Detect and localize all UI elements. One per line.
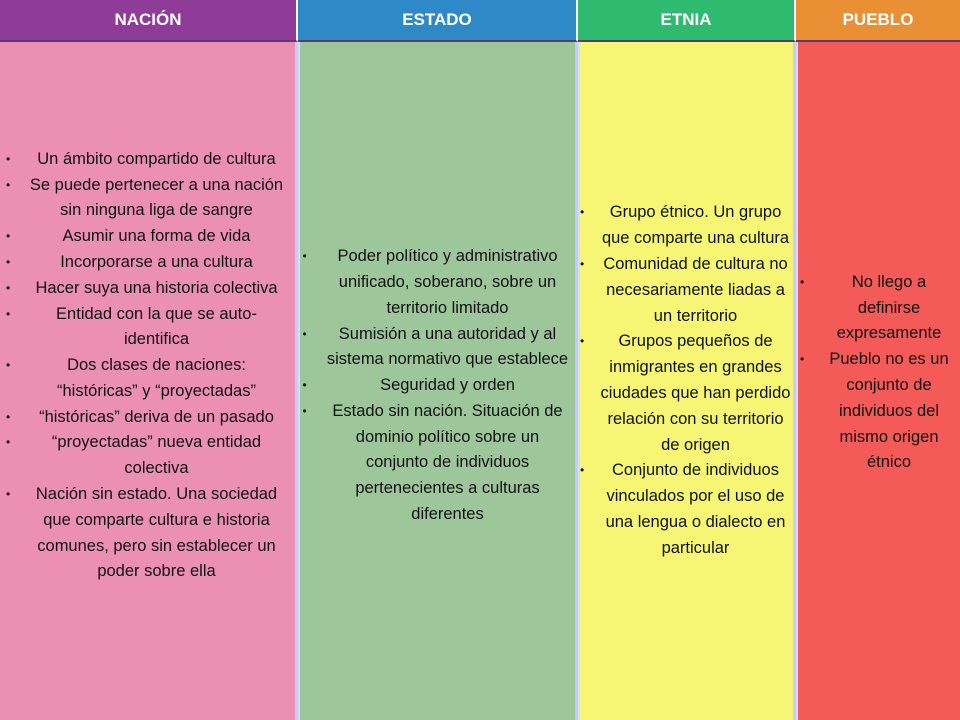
list-item	[8, 173, 287, 225]
header-estado: ESTADO	[298, 0, 578, 42]
list-item-text: Seguridad y orden	[380, 376, 515, 395]
bullet-icon: •	[302, 403, 307, 418]
list-item	[8, 405, 287, 431]
list-item	[582, 200, 791, 252]
list-item-text: Hacer suya una historia colectiva	[35, 278, 278, 297]
list-item	[8, 302, 287, 354]
list-item	[302, 373, 573, 399]
list-item-text: Un ámbito compartido de cultura	[37, 149, 276, 168]
bullet-icon: •	[6, 409, 11, 424]
list-item-text: Nación sin estado. Una sociedad que comparte cultura e historia comunes, pero sin establecer un poder sobre ella	[35, 485, 278, 581]
bullet-icon: •	[6, 358, 11, 373]
list-item-text: Sumisión a una autoridad y al sistema normativo que establece	[326, 324, 569, 369]
bullet-icon: •	[6, 254, 11, 269]
list-item-text: Grupo étnico. Un grupo que comparte una cultura	[601, 203, 790, 248]
body-pueblo	[796, 42, 960, 720]
list-item	[582, 252, 791, 329]
body-etnia	[578, 42, 796, 720]
list-item-text: Incorporarse a una cultura	[60, 252, 253, 271]
bullet-icon: •	[580, 205, 585, 220]
bullet-icon: •	[302, 249, 307, 264]
list-item	[802, 347, 958, 476]
bullet-icon: •	[580, 257, 585, 272]
list-item-text: Conjunto de individuos vinculados por el uso de una lengua o dialecto en particular	[605, 461, 786, 557]
list-item-text: Entidad con la que se auto-identifica	[56, 304, 257, 349]
list-item-text: Se puede pertenecer a una nación sin ninguna liga de sangre	[29, 175, 284, 220]
column-etnia	[578, 0, 796, 720]
bullet-icon: •	[6, 280, 11, 295]
list-item-text: No llego a definirse expresamente	[836, 272, 942, 343]
bullet-icon: •	[580, 463, 585, 478]
list-item	[582, 329, 791, 458]
header-pueblo: PUEBLO	[796, 0, 960, 42]
list-etnia	[582, 200, 791, 561]
bullet-icon: •	[6, 177, 11, 192]
column-pueblo	[796, 0, 960, 720]
list-item-text: “históricas” deriva de un pasado	[39, 407, 274, 426]
column-nacion	[0, 0, 298, 720]
list-item	[8, 276, 287, 302]
list-item	[302, 244, 573, 321]
list-item-text: Poder político y administrativo unificado, soberano, sobre un territorio limitado	[337, 247, 558, 317]
bullet-icon: •	[6, 487, 11, 502]
header-etnia: ETNIA	[578, 0, 796, 42]
list-item	[802, 270, 958, 347]
bullet-icon: •	[302, 378, 307, 393]
column-estado	[298, 0, 578, 720]
bullet-icon: •	[6, 229, 11, 244]
header-nacion: NACIÓN	[0, 0, 298, 42]
bullet-icon: •	[6, 151, 11, 166]
bullet-icon: •	[6, 306, 11, 321]
list-estado	[302, 244, 573, 528]
list-item-text: Pueblo no es un conjunto de individuos del mismo origen étnico	[829, 350, 949, 472]
list-item	[8, 250, 287, 276]
bullet-icon: •	[800, 274, 805, 289]
list-item-text: Asumir una forma de vida	[62, 227, 251, 246]
list-item	[8, 224, 287, 250]
bullet-icon: •	[800, 352, 805, 367]
list-item	[8, 147, 287, 173]
list-item-text: Comunidad de cultura no necesariamente liadas a un territorio	[603, 255, 788, 325]
list-item-text: Dos clases de naciones: “históricas” y “proyectadas”	[57, 356, 256, 400]
list-item	[8, 430, 287, 482]
list-item-text: Estado sin nación. Situación de dominio político sobre un conjunto de individuos pertenecientes a culturas diferentes	[332, 401, 563, 524]
bullet-icon: •	[302, 326, 307, 341]
body-estado	[298, 42, 578, 720]
list-item	[8, 482, 287, 585]
list-pueblo	[802, 270, 958, 476]
bullet-icon: •	[580, 334, 585, 349]
list-item-text: “proyectadas” nueva entidad colectiva	[51, 433, 262, 478]
list-item	[302, 399, 573, 528]
list-item-text: Grupos pequeños de inmigrantes en grandes ciudades que han perdido relación con su territorio de origen	[600, 332, 791, 454]
list-nacion	[8, 147, 287, 586]
bullet-icon: •	[6, 435, 11, 450]
body-nacion	[0, 42, 298, 720]
list-item	[302, 322, 573, 374]
list-item	[582, 458, 791, 561]
list-item	[8, 353, 287, 405]
